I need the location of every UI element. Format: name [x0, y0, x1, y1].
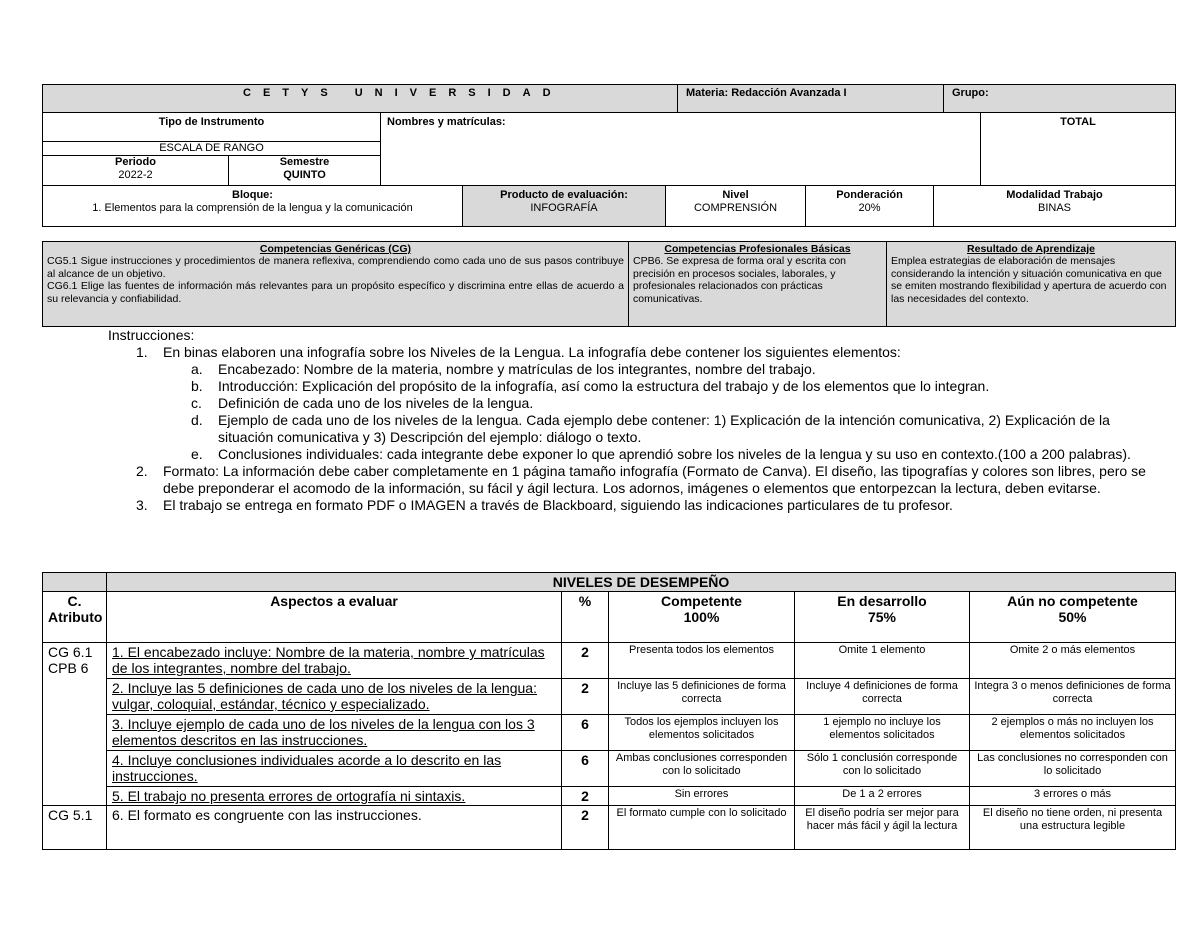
- competencias-genericas-text-1: CG5.1 Sigue instrucciones y procedimientos de manera reflexiva, comprendiendo como cada uno de sus pasos contribuye al alcance de un objetivo.: [47, 255, 624, 280]
- table-row: [43, 806, 1176, 850]
- pct-cell: 2: [562, 679, 609, 715]
- semestre-value: QUINTO: [283, 169, 326, 181]
- corner-cell: [43, 573, 107, 592]
- competente-cell: Todos los ejemplos incluyen los elementos solicitados: [609, 715, 795, 751]
- header-info-row: [42, 112, 1176, 186]
- subitem-text: Introducción: Explicación del propósito de la infografía, así como la estructura del trabajo y de los elementos que lo integran.: [218, 378, 990, 394]
- competencias-genericas-cell: [43, 242, 629, 327]
- instruction-item-1: [108, 344, 1168, 361]
- competente-cell: Ambas conclusiones corresponden con lo solicitado: [609, 751, 795, 787]
- aspect-cell: 4. Incluye conclusiones individuales acorde a lo descrito en las instrucciones.: [107, 751, 562, 787]
- attribute-cell-group-1: CG 6.1 CPB 6: [43, 643, 107, 806]
- desarrollo-pct: 75%: [867, 609, 897, 625]
- producto-label: Producto de evaluación:: [500, 189, 628, 201]
- resultado-aprendizaje-title: Resultado de Aprendizaje: [967, 243, 1095, 255]
- table-row: [43, 787, 1176, 806]
- pct-cell: 6: [562, 751, 609, 787]
- col-header-competente: [609, 592, 795, 643]
- subitem-text: Ejemplo de cada uno de los niveles de la lengua. Cada ejemplo debe contener: 1) Explicación de la intención comunicativa, 2) Explicación de la situación comunicativa y 3) Descripción del ejemplo: diálogo o texto.: [218, 412, 1110, 445]
- instruction-text-3: El trabajo se entrega en formato PDF o IMAGEN a través de Blackboard, siguiendo las indicaciones particulares de tu profesor.: [163, 497, 953, 513]
- competencias-block: [42, 241, 1175, 327]
- aspect-cell: 2. Incluye las 5 definiciones de cada uno de los niveles de la lengua: vulgar, coloquial, estándar, técnico y especializado.: [107, 679, 562, 715]
- header-block: [42, 84, 1175, 227]
- rubric-table: [42, 572, 1175, 850]
- bloque-label: Bloque:: [232, 189, 273, 201]
- producto-value: INFOGRAFÍA: [530, 202, 598, 214]
- no-competente-cell: Las conclusiones no corresponden con lo solicitado: [970, 751, 1176, 787]
- table-row: [43, 715, 1176, 751]
- aspect-cell: 1. El encabezado incluye: Nombre de la materia, nombre y matrículas de los integrantes, nombre del trabajo.: [107, 643, 562, 679]
- aspect-cell: 6. El formato es congruente con las instrucciones.: [107, 806, 562, 850]
- col-header-desarrollo: [795, 592, 970, 643]
- nivel-label: Nivel: [722, 189, 749, 201]
- subitem-letter: b.: [191, 378, 203, 394]
- modalidad-value: BINAS: [1037, 202, 1071, 214]
- competencias-genericas-title: Competencias Genéricas (CG): [259, 243, 412, 255]
- no-competente-pct: 50%: [1058, 609, 1087, 625]
- subitem-text: Conclusiones individuales: cada integrante debe exponer lo que aprendió sobre los niveles de la lengua y su uso en contexto.(100 a 200 palabras).: [218, 446, 1131, 462]
- instruction-number-3: 3.: [136, 497, 148, 513]
- header-bloque-row: [42, 185, 1176, 227]
- institution-name: CETYS UNIVERSIDAD: [43, 85, 678, 113]
- resultado-aprendizaje-cell: [887, 242, 1176, 327]
- no-competente-label: Aún no competente: [1007, 593, 1138, 609]
- instructions-block: [108, 327, 1168, 514]
- nivel-value: COMPRENSIÓN: [693, 202, 778, 214]
- subitem-text: Encabezado: Nombre de la materia, nombre y matrículas de los integrantes, nombre del trabajo.: [218, 361, 816, 377]
- instruction-number-2: 2.: [136, 463, 148, 479]
- no-competente-cell: El diseño no tiene orden, ni presenta una estructura legible: [970, 806, 1176, 850]
- semestre-cell: [229, 156, 381, 186]
- aspect-cell: 5. El trabajo no presenta errores de ortografía ni sintaxis.: [107, 787, 562, 806]
- competente-cell: Sin errores: [609, 787, 795, 806]
- modalidad-cell: [934, 186, 1176, 227]
- competente-pct: 100%: [683, 609, 720, 625]
- nivel-cell: [666, 186, 806, 227]
- ponderacion-value: 20%: [858, 202, 881, 214]
- desarrollo-cell: De 1 a 2 errores: [795, 787, 970, 806]
- pct-cell: 2: [562, 643, 609, 679]
- grupo-field: Grupo:: [944, 85, 1176, 113]
- instruction-text-2: Formato: La información debe caber completamente en 1 página tamaño infografía (Formato de Canva). El diseño, las tipografías y colores son libres, pero se debe preponderar el acomodo de la información, su fácil y ágil lectura. Los adornos, imágenes o elementos que entorpezcan la lectura, deben evitarse.: [163, 463, 1146, 496]
- instruction-item-3: [108, 497, 1168, 514]
- periodo-value: 2022-2: [118, 169, 153, 181]
- pct-cell: 6: [562, 715, 609, 751]
- tipo-instrumento-label: Tipo de Instrumento: [43, 113, 381, 142]
- header-title-row: [42, 84, 1176, 113]
- desarrollo-cell: 1 ejemplo no incluye los elementos solicitados: [795, 715, 970, 751]
- desarrollo-cell: Omite 1 elemento: [795, 643, 970, 679]
- no-competente-cell: 2 ejemplos o más no incluyen los elementos solicitados: [970, 715, 1176, 751]
- competente-cell: Incluye las 5 definiciones de forma correcta: [609, 679, 795, 715]
- producto-cell: [463, 186, 666, 227]
- bloque-cell: [43, 186, 463, 227]
- aspect-cell: 3. Incluye ejemplo de cada uno de los niveles de la lengua con los 3 elementos descritos en las instrucciones.: [107, 715, 562, 751]
- ponderacion-cell: [806, 186, 934, 227]
- competencias-genericas-text-2: CG6.1 Elige las fuentes de información más relevantes para un propósito específico y discrimina entre ellas de acuerdo a su relevancia y confiabilidad.: [47, 280, 624, 305]
- subitem-letter: d.: [191, 412, 203, 428]
- periodo-cell: [43, 156, 229, 186]
- desarrollo-label: En desarrollo: [837, 593, 927, 609]
- instruction-number-1: 1.: [136, 344, 148, 360]
- col-header-no-competente: [970, 592, 1176, 643]
- pct-cell: 2: [562, 787, 609, 806]
- periodo-label: Periodo: [115, 156, 156, 168]
- no-competente-cell: 3 errores o más: [970, 787, 1176, 806]
- subitem-letter: c.: [191, 395, 202, 411]
- modalidad-label: Modalidad Trabajo: [1006, 189, 1103, 201]
- subitem-text: Definición de cada uno de los niveles de la lengua.: [218, 395, 534, 411]
- desarrollo-cell: Incluye 4 definiciones de forma correcta: [795, 679, 970, 715]
- resultado-aprendizaje-text: Emplea estrategias de elaboración de mensajes considerando la intención y situación comunicativa en que se emiten mostrando flexibilidad y apertura de acuerdo con las necesidades del contexto.: [891, 255, 1167, 305]
- instruction-subitem-d: [108, 412, 1168, 446]
- instruction-subitem-a: [108, 361, 1168, 378]
- desarrollo-cell: Sólo 1 conclusión corresponde con lo solicitado: [795, 751, 970, 787]
- table-row: [43, 679, 1176, 715]
- table-row: [43, 643, 1176, 679]
- instructions-title: Instrucciones:: [108, 327, 195, 343]
- col-header-pct: %: [562, 592, 609, 643]
- no-competente-cell: Integra 3 o menos definiciones de forma correcta: [970, 679, 1176, 715]
- desarrollo-cell: El diseño podría ser mejor para hacer más fácil y ágil la lectura: [795, 806, 970, 850]
- col-header-aspectos: Aspectos a evaluar: [107, 592, 562, 643]
- no-competente-cell: Omite 2 o más elementos: [970, 643, 1176, 679]
- competencias-profesionales-cell: [629, 242, 887, 327]
- pct-cell: 2: [562, 806, 609, 850]
- col-header-atributo: C. Atributo: [43, 592, 107, 643]
- bloque-value: 1. Elementos para la comprensión de la lengua y la comunicación: [92, 202, 413, 214]
- subitem-letter: a.: [191, 361, 203, 377]
- competencias-profesionales-title: Competencias Profesionales Básicas: [664, 243, 851, 255]
- tipo-instrumento-value: ESCALA DE RANGO: [43, 142, 381, 156]
- instruction-subitem-e: [108, 446, 1168, 463]
- semestre-label: Semestre: [279, 156, 330, 168]
- instruction-item-2: [108, 463, 1168, 497]
- competente-cell: El formato cumple con lo solicitado: [609, 806, 795, 850]
- competente-cell: Presenta todos los elementos: [609, 643, 795, 679]
- instruction-text-1: En binas elaboren una infografía sobre los Niveles de la Lengua. La infografía debe contener los siguientes elementos:: [163, 344, 901, 360]
- total-field: TOTAL: [981, 113, 1176, 186]
- table-row: [43, 751, 1176, 787]
- instruction-subitem-b: [108, 378, 1168, 395]
- competencias-profesionales-text: CPB6. Se expresa de forma oral y escrita con precisión en procesos sociales, laborales, y profesionales relacionados con prácticas comunicativas.: [633, 255, 847, 305]
- materia-field: Materia: Redacción Avanzada I: [678, 85, 944, 113]
- attribute-cell-group-2: CG 5.1: [43, 806, 107, 850]
- instruction-subitem-c: [108, 395, 1168, 412]
- subitem-letter: e.: [191, 446, 203, 462]
- nombres-matriculas-field: Nombres y matrículas:: [381, 113, 981, 186]
- ponderacion-label: Ponderación: [836, 189, 903, 201]
- competente-label: Competente: [661, 593, 742, 609]
- niveles-desempeno-title: NIVELES DE DESEMPEÑO: [107, 573, 1176, 592]
